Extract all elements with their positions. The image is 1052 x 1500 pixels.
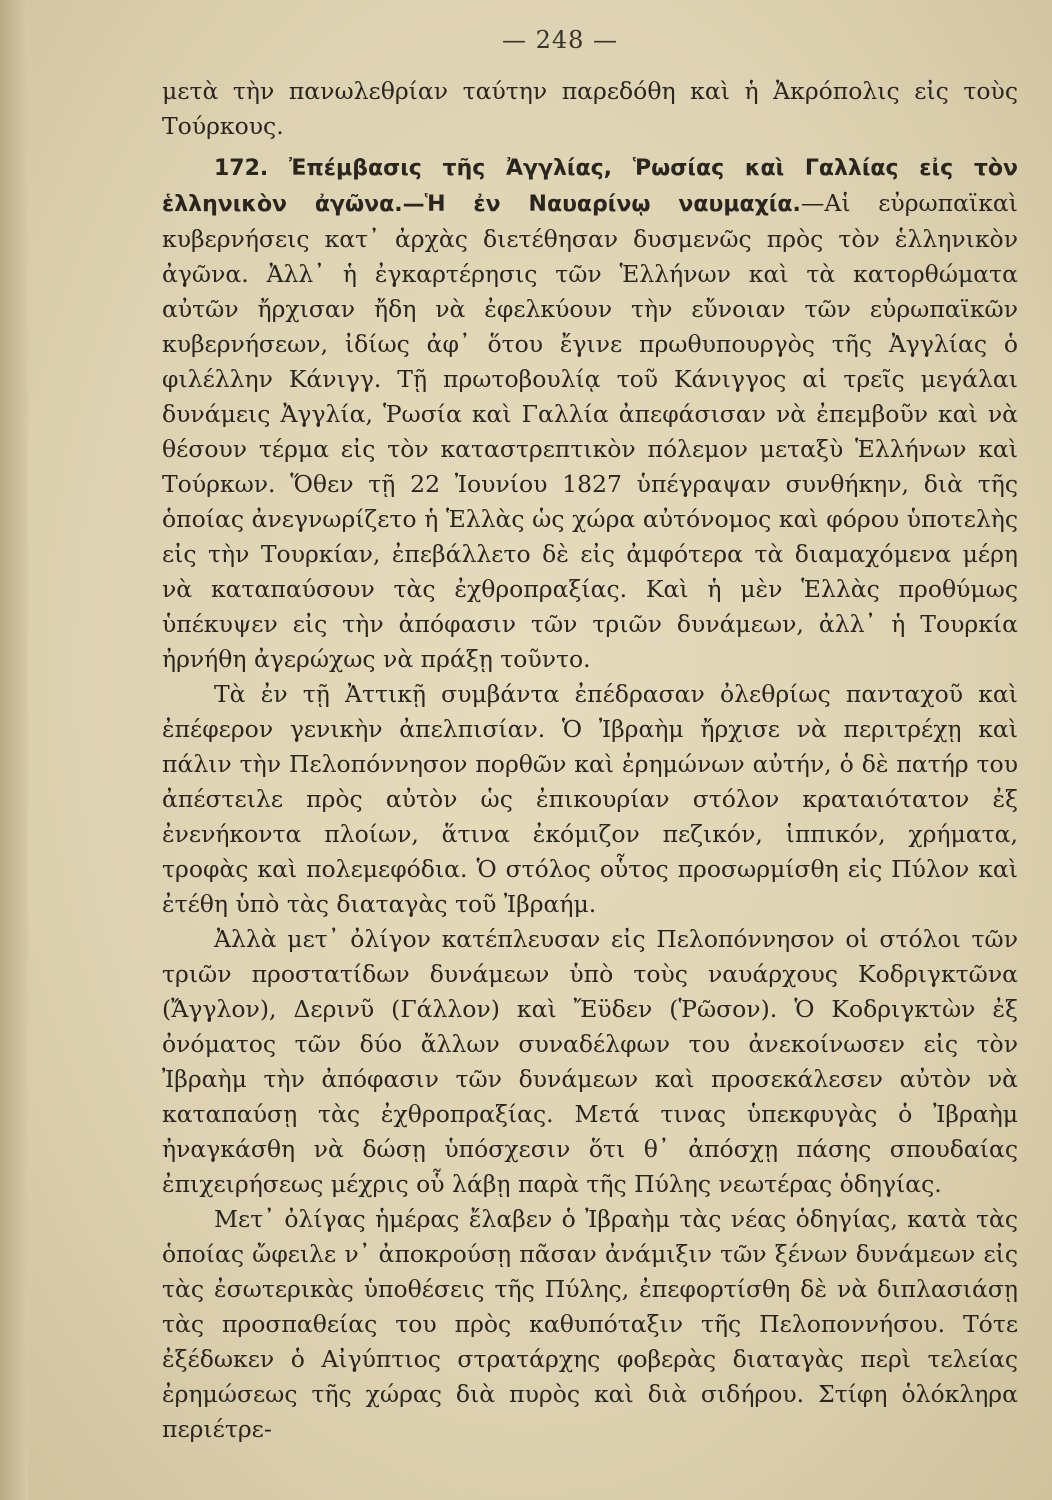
paragraph-2	[162, 150, 1018, 677]
page-number: — 248 —	[501, 26, 619, 54]
binding-edge	[0, 0, 28, 1500]
paragraph-3: Τὰ ἐν τῇ Ἀττικῇ συμβάντα ἐπέδρασαν ὀλεθρίως πανταχοῦ καὶ ἐπέφερον γενικὴν ἀπελπισίαν. Ὁ Ἰβραὴμ ἤρχισε νὰ περιτρέχῃ καὶ πάλιν τὴν Πελοπόννησον πορθῶν καὶ ἐρημώνων αὐτήν, ὁ δὲ πατήρ του ἀπέστειλε πρὸς αὐτὸν ὡς ἐπικουρίαν στόλον κραταιότατον ἐξ ἐνενήκοντα πλοίων, ἅτινα ἐκόμιζον πεζικόν, ἱππικόν, χρήματα, τροφὰς καὶ πολεμεφόδια. Ὁ στόλος οὗτος προσωρμίσθη εἰς Πύλον καὶ ἐτέθη ὑπὸ τὰς διαταγὰς τοῦ Ἰβραήμ.	[162, 680, 1018, 918]
section-heading: 172. Ἐπέμβασις τῆς Ἀγγλίας, Ῥωσίας καὶ Γαλλίας εἰς τὸν ἑλληνικὸν ἀγῶνα.—Ἡ ἐν Ναυαρίνῳ ναυμαχία.	[162, 156, 1018, 217]
paragraph-5: Μετ᾽ ὀλίγας ἡμέρας ἔλαβεν ὁ Ἰβραὴμ τὰς νέας ὁδηγίας, κατὰ τὰς ὁποίας ὤφειλε ν᾽ ἀποκρούσῃ πᾶσαν ἀνάμιξιν τῶν ξένων δυνάμεων εἰς τὰς ἐσωτερικὰς ὑποθέσεις τῆς Πύλης, ἐπεφορτίσθη δὲ νὰ διπλασιάσῃ τὰς προσπαθείας του πρὸς καθυπόταξιν τῆς Πελοποννήσου. Τότε ἐξέδωκεν ὁ Αἰγύπτιος στρατάρχης φοβερὰς διαταγὰς περὶ τελείας ἐρημώσεως τῆς χώρας διὰ πυρὸς καὶ διὰ σιδήρου. Στίφη ὁλόκληρα περιέτρε-	[162, 1205, 1018, 1443]
paragraph-2-body: —Αἱ εὐρωπαϊκαὶ κυβερνήσεις κατ᾽ ἀρχὰς διετέθησαν δυσμενῶς πρὸς τὸν ἑλληνικὸν ἀγῶνα. Ἀλλ᾽ ἡ ἐγκαρτέρησις τῶν Ἑλλήνων καὶ τὰ κατορθώματα αὐτῶν ἤρχισαν ἤδη νὰ ἐφελκύουν τὴν εὔνοιαν τῶν εὐρωπαϊκῶν κυβερνήσεων, ἰδίως ἀφ᾽ ὅτου ἔγινε πρωθυπουργὸς τῆς Ἀγγλίας ὁ φιλέλλην Κάνιγγ. Τῇ πρωτοβουλίᾳ τοῦ Κάνιγγος αἱ τρεῖς μεγάλαι δυνάμεις Ἀγγλία, Ῥωσία καὶ Γαλλία ἀπεφάσισαν νὰ ἐπεμβοῦν καὶ νὰ θέσουν τέρμα εἰς τὸν καταστρεπτικὸν πόλεμον μεταξὺ Ἑλλήνων καὶ Τούρκων. Ὅθεν τῇ 22 Ἰουνίου 1827 ὑπέγραψαν συνθήκην, διὰ τῆς ὁποίας ἀνεγνωρίζετο ἡ Ἑλλὰς ὡς χώρα αὐτόνομος καὶ φόρου ὑποτελὴς εἰς τὴν Τουρκίαν, ἐπεβάλλετο δὲ εἰς ἀμφότερα τὰ διαμαχόμενα μέρη νὰ καταπαύσουν τὰς ἐχθροπραξίας. Καὶ ἡ μὲν Ἑλλὰς προθύμως ὑπέκυψεν εἰς τὴν ἀπόφασιν τῶν τριῶν δυνάμεων, ἀλλ᾽ ἡ Τουρκία ἠρνήθη ἀγερώχως νὰ πράξῃ τοῦντο.	[162, 189, 1018, 673]
paragraph-1: μετὰ τὴν πανωλεθρίαν ταύτην παρεδόθη καὶ ἡ Ἀκρόπολις εἰς τοὺς Τούρκους.	[162, 77, 1018, 140]
paragraph-4: Ἀλλὰ μετ᾽ ὀλίγον κατέπλευσαν εἰς Πελοπόννησον οἱ στόλοι τῶν τριῶν προστατίδων δυνάμεων ὑπὸ τοὺς ναυάρχους Κοδριγκτῶνα (Ἄγγλον), Δερινῦ (Γάλλον) καὶ Ἔϋδεν (Ῥῶσον). Ὁ Κοδριγκτὼν ἐξ ὀνόματος τῶν δύο ἄλλων συναδέλφων του ἀνεκοίνωσεν εἰς τὸν Ἰβραὴμ τὴν ἀπόφασιν τῶν δυνάμεων καὶ προσεκάλεσεν αὐτὸν νὰ καταπαύσῃ τὰς ἐχθροπραξίας. Μετά τινας ὑπεκφυγὰς ὁ Ἰβραὴμ ἠναγκάσθη νὰ δώσῃ ὑπόσχεσιν ὅτι θ᾽ ἀπόσχῃ πάσης σπουδαίας ἐπιχειρήσεως μέχρις οὗ λάβῃ παρὰ τῆς Πύλης νεωτέρας ὁδηγίας.	[162, 925, 1018, 1198]
